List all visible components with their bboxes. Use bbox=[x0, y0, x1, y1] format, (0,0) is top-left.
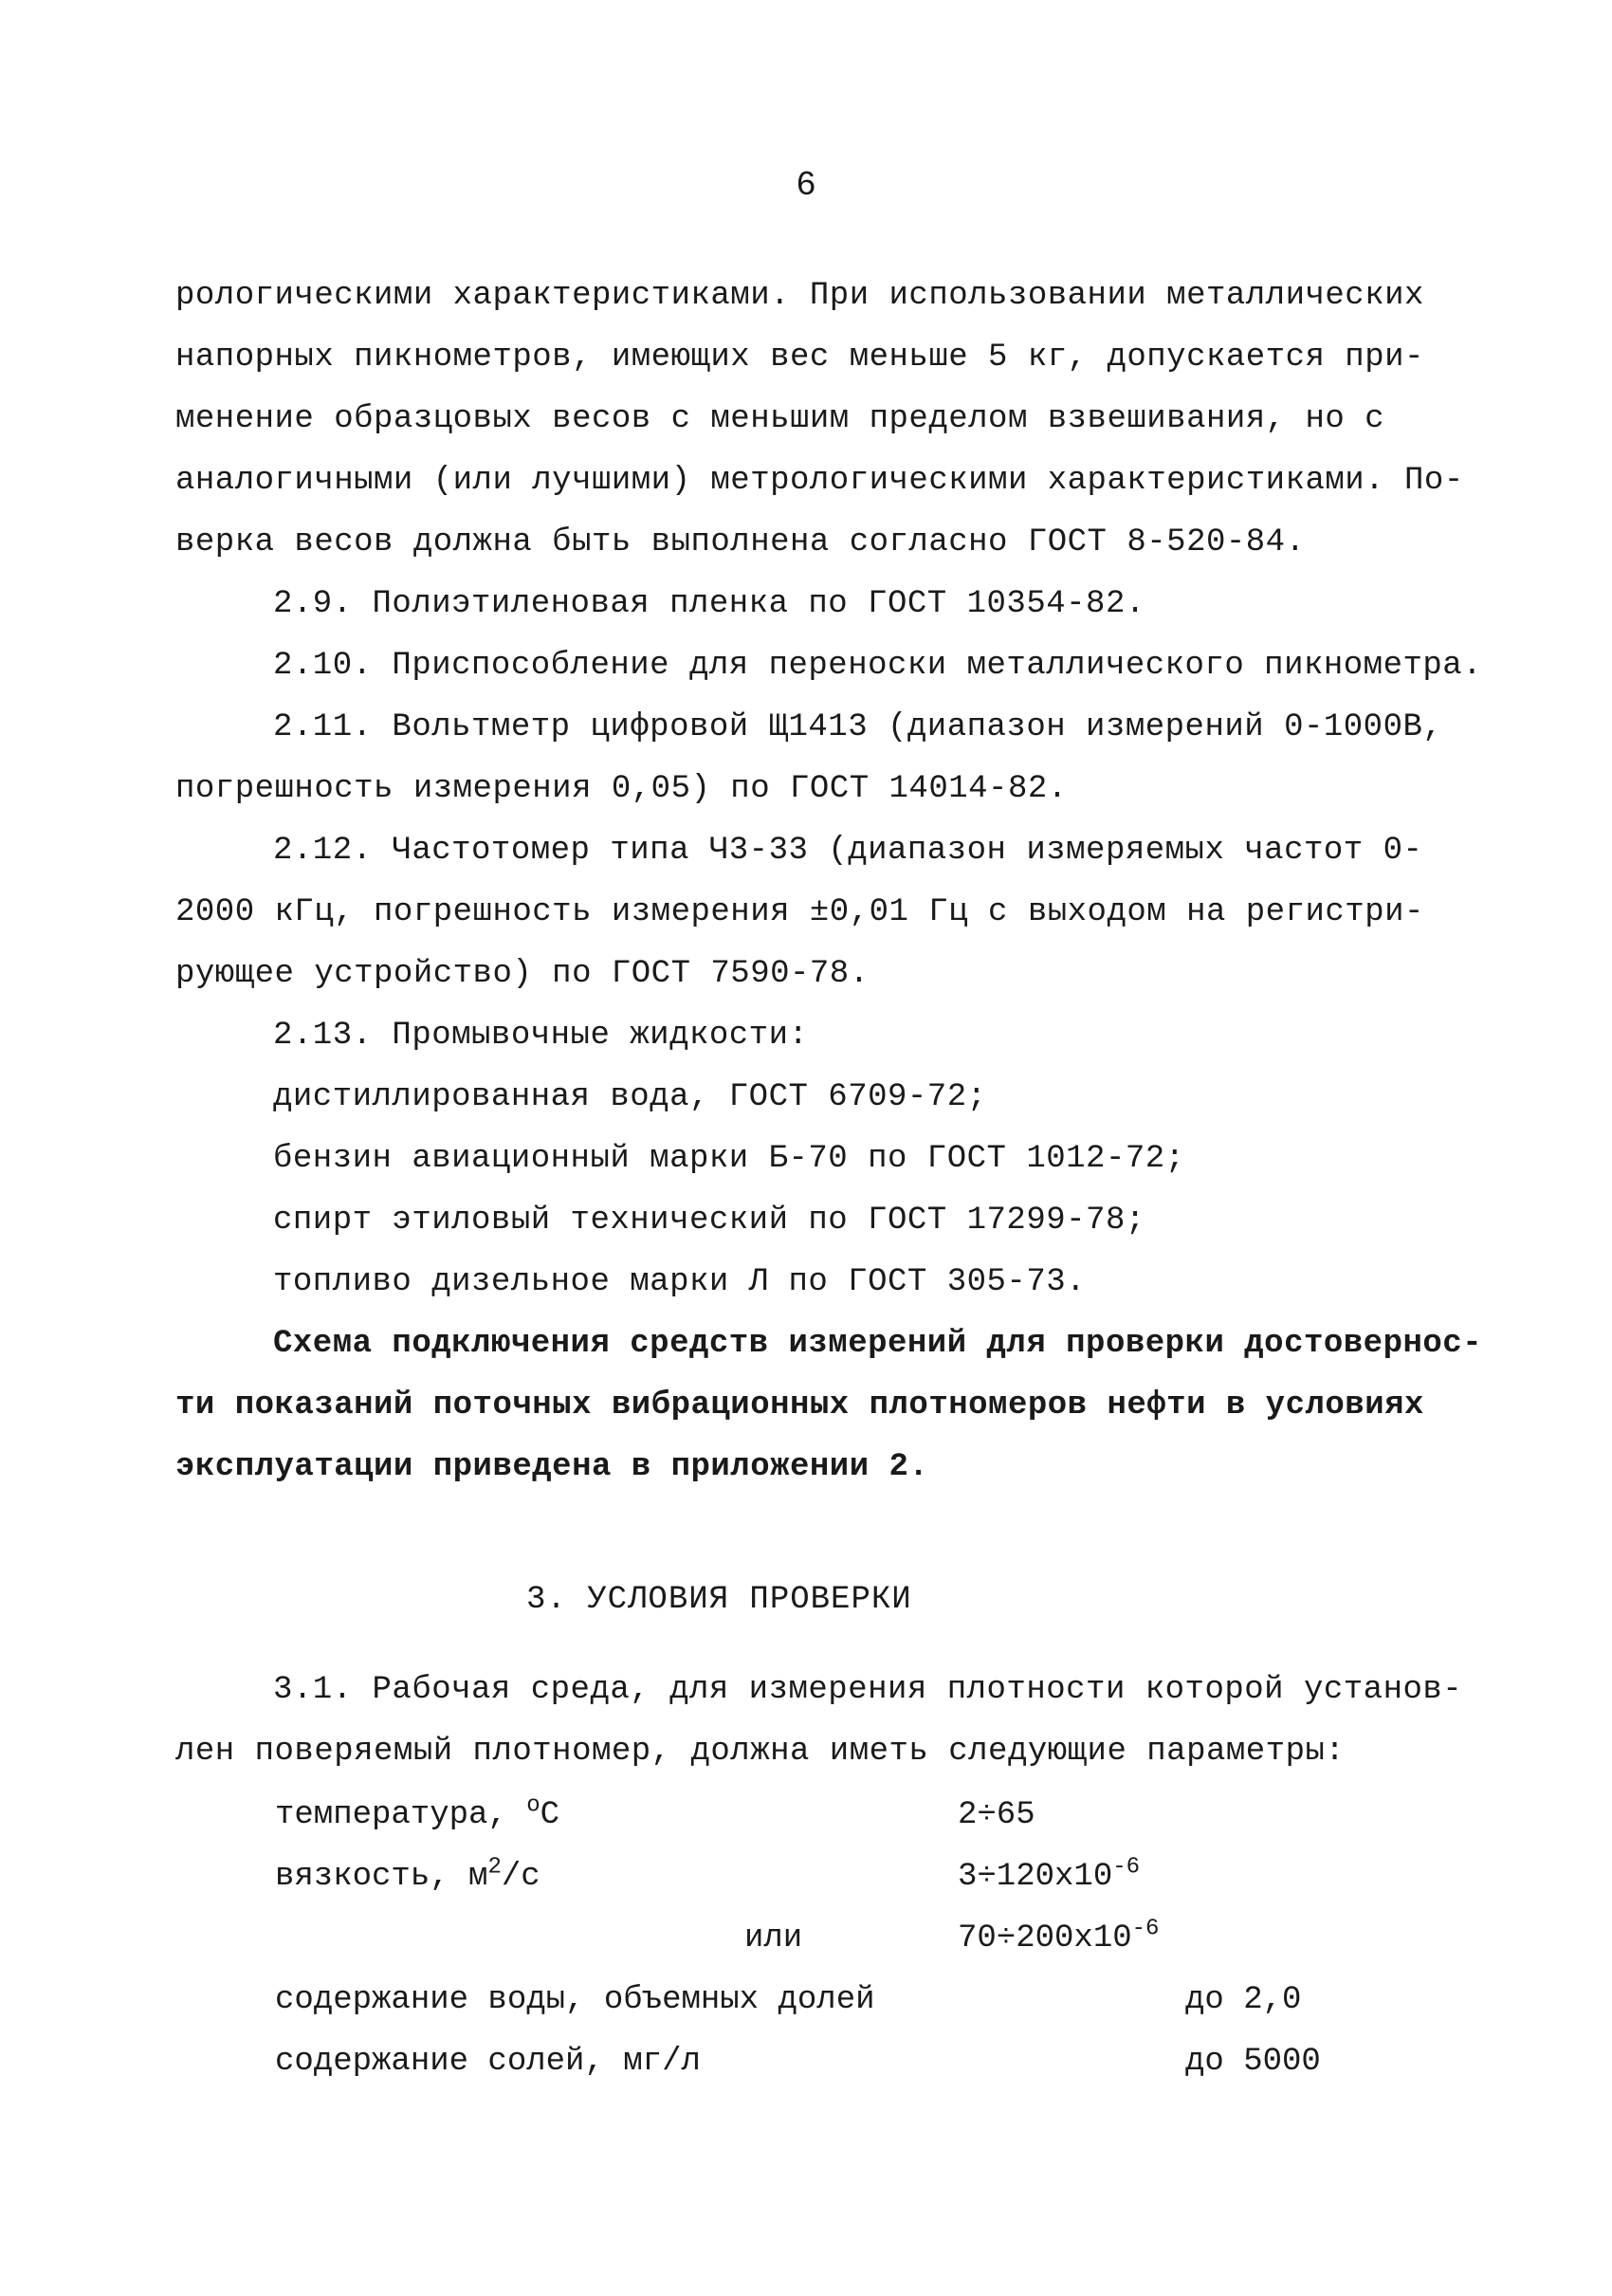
parameter-row-viscosity bbox=[0, 1854, 1612, 1900]
paragraph-line: 2000 кГц, погрешность измерения ±0,01 Гц с выходом на регистри- bbox=[175, 894, 1424, 930]
parameter-row-temperature bbox=[0, 1792, 1612, 1838]
paragraph-line: Схема подключения средств измерений для проверки достовернос- bbox=[273, 1326, 1483, 1362]
parameter-name: температура, $^о$С bbox=[275, 1792, 560, 1833]
paragraph-line: рологическими характеристиками. При использовании металлических bbox=[175, 278, 1424, 314]
parameter-value: до 5000 bbox=[1185, 2044, 1321, 2080]
section-heading: 3. УСЛОВИЯ ПРОВЕРКИ bbox=[526, 1582, 912, 1618]
list-item: 2.12. Частотомер типа Ч3-33 (диапазон измеряемых частот 0- bbox=[273, 833, 1423, 869]
paragraph-line: лен поверяемый плотномер, должна иметь следующие параметры: bbox=[175, 1734, 1346, 1770]
list-item: 2.9. Полиэтиленовая пленка по ГОСТ 10354-82. bbox=[273, 586, 1145, 622]
paragraph-line: рующее устройство) по ГОСТ 7590-78. bbox=[175, 956, 870, 992]
parameter-row-salt bbox=[0, 2039, 1612, 2085]
paragraph-line: ти показаний поточных вибрационных плотномеров нефти в условиях bbox=[175, 1387, 1424, 1424]
parameter-value: 2÷65 bbox=[958, 1797, 1035, 1833]
parameter-name: вязкость, $м^2/с$ bbox=[275, 1854, 540, 1895]
parameter-name: содержание воды, объемных долей bbox=[275, 1982, 875, 2018]
paragraph-line: эксплуатации приведена в приложении 2. bbox=[175, 1449, 929, 1485]
parameter-connector: или bbox=[744, 1920, 803, 1956]
paragraph-line: аналогичными (или лучшими) метрологическими характеристиками. По- bbox=[175, 463, 1464, 499]
list-item: топливо дизельное марки Л по ГОСТ 305-73. bbox=[273, 1264, 1087, 1300]
parameter-row-water bbox=[0, 1977, 1612, 2023]
paragraph-line: верка весов должна быть выполнена согласно ГОСТ 8-520-84. bbox=[175, 524, 1306, 560]
list-item: 2.11. Вольтметр цифровой Щ1413 (диапазон измерений 0-1000В, bbox=[273, 709, 1443, 745]
paragraph-line: 3.1. Рабочая среда, для измерения плотности которой установ- bbox=[273, 1672, 1463, 1708]
list-item: дистиллированная вода, ГОСТ 6709-72; bbox=[273, 1079, 987, 1115]
parameter-value: $3\div 120x10^{-6}$ bbox=[958, 1854, 1141, 1895]
parameter-name: содержание солей, мг/л bbox=[275, 2044, 701, 2080]
list-item: бензин авиационный марки Б-70 по ГОСТ 1012-72; bbox=[273, 1141, 1185, 1177]
page-number: 6 bbox=[796, 166, 816, 205]
parameter-row-viscosity-alt bbox=[0, 1916, 1612, 1961]
list-item: 2.10. Приспособление для переноски металлического пикнометра. bbox=[273, 648, 1483, 684]
list-item: спирт этиловый технический по ГОСТ 17299-78; bbox=[273, 1203, 1145, 1239]
paragraph-line: погрешность измерения 0,05) по ГОСТ 14014-82. bbox=[175, 771, 1068, 807]
paragraph-line: менение образцовых весов с меньшим пределом взвешивания, но с bbox=[175, 401, 1385, 437]
paragraph-line: напорных пикнометров, имеющих вес меньше 5 кг, допускается при- bbox=[175, 340, 1424, 376]
parameter-value: до 2,0 bbox=[1185, 1982, 1302, 2018]
parameter-value: $70\div 200x10^{-6}$ bbox=[958, 1916, 1160, 1956]
list-item: 2.13. Промывочные жидкости: bbox=[273, 1018, 809, 1054]
